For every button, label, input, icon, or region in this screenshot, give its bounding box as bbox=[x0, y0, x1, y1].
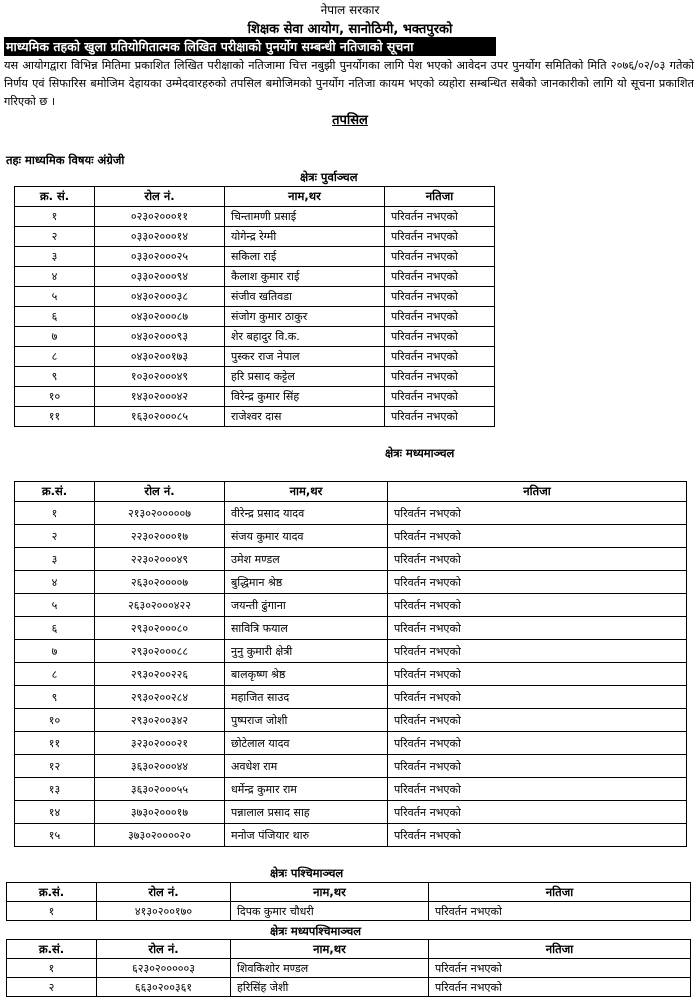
result-cell: परिवर्तन नभएको bbox=[385, 387, 495, 407]
result-cell: परिवर्तन नभएको bbox=[385, 367, 495, 387]
table-row bbox=[7, 902, 691, 921]
result-cell: परिवर्तन नभएको bbox=[388, 755, 687, 778]
name-cell: राजेश्वर दास bbox=[225, 407, 385, 427]
name-cell: चिन्तामणी प्रसाई bbox=[225, 207, 385, 227]
name-cell: जयन्ती ढुंगाना bbox=[225, 594, 388, 617]
table-row bbox=[15, 502, 687, 525]
serial-cell: ३ bbox=[15, 247, 95, 267]
table-row bbox=[15, 347, 495, 367]
table-row bbox=[15, 594, 687, 617]
result-cell: परिवर्तन नभएको bbox=[388, 686, 687, 709]
roll-number-cell: ६६३०२००३६१ bbox=[97, 978, 231, 997]
name-cell: अवधेश राम bbox=[225, 755, 388, 778]
roll-number-cell: ०३३०२०००९४ bbox=[95, 267, 225, 287]
name-cell: पन्नालाल प्रसाद साह bbox=[225, 801, 388, 824]
roll-number-cell: २९३०२००२२६ bbox=[95, 663, 225, 686]
serial-cell: ८ bbox=[15, 347, 95, 367]
roll-number-cell: ३७३०२०००१७ bbox=[95, 801, 225, 824]
serial-cell: ८ bbox=[15, 663, 95, 686]
table-row bbox=[15, 663, 687, 686]
table-row bbox=[15, 207, 495, 227]
roll-number-cell: ०३३०२०००२५ bbox=[95, 247, 225, 267]
results-table-eastern bbox=[14, 186, 495, 427]
details-heading: तपसिल bbox=[332, 113, 368, 128]
table-row bbox=[15, 709, 687, 732]
roll-number-cell: ६२३०२०००००३ bbox=[97, 959, 231, 978]
result-cell: परिवर्तन नभएको bbox=[388, 525, 687, 548]
name-cell: हरि प्रसाद कट्टेल bbox=[225, 367, 385, 387]
result-cell: परिवर्तन नभएको bbox=[385, 307, 495, 327]
results-table-midwestern bbox=[6, 939, 691, 997]
result-cell: परिवर्तन नभएको bbox=[388, 617, 687, 640]
roll-number-cell: ०४३०२०००९३ bbox=[95, 327, 225, 347]
result-cell: परिवर्तन नभएको bbox=[429, 978, 691, 997]
table-row bbox=[15, 387, 495, 407]
roll-number-cell: २१३०२०००००७ bbox=[95, 502, 225, 525]
roll-number-cell: ०४३०२०००३८ bbox=[95, 287, 225, 307]
name-cell: सकिला राई bbox=[225, 247, 385, 267]
serial-cell: ७ bbox=[15, 327, 95, 347]
roll-number-cell: २२३०२०००१७ bbox=[95, 525, 225, 548]
name-cell: शेर बहादुर वि.क. bbox=[225, 327, 385, 347]
serial-cell: ६ bbox=[15, 307, 95, 327]
table-row bbox=[15, 327, 495, 347]
roll-number-cell: २२३०२०००४९ bbox=[95, 548, 225, 571]
table-header-row bbox=[7, 883, 691, 902]
name-cell: शिवकिशोर मण्डल bbox=[231, 959, 429, 978]
table-row bbox=[15, 755, 687, 778]
name-cell: हरिसिंह जेशी bbox=[231, 978, 429, 997]
region-label-western: क्षेत्रः पश्चिमाञ्चल bbox=[270, 866, 344, 880]
table-row bbox=[15, 778, 687, 801]
serial-cell: ४ bbox=[15, 571, 95, 594]
result-cell: परिवर्तन नभएको bbox=[385, 207, 495, 227]
col-header-name: नाम,थर bbox=[231, 940, 429, 959]
roll-number-cell: २९३०२००३४२ bbox=[95, 709, 225, 732]
serial-cell: १३ bbox=[15, 778, 95, 801]
col-header-sn: क्र.सं. bbox=[7, 940, 97, 959]
notice-banner: माध्यमिक तहको खुला प्रतियोगितात्मक लिखित परीक्षाको पुनर्योग सम्बन्धी नतिजाको सूचना bbox=[4, 37, 496, 56]
level-subject-line: तहः माध्यमिक विषयः अंग्रेजी bbox=[6, 153, 125, 167]
serial-cell: २ bbox=[7, 978, 97, 997]
table-header-row bbox=[15, 482, 687, 502]
name-cell: मनोज पंजियार थारु bbox=[225, 824, 388, 847]
result-cell: परिवर्तन नभएको bbox=[385, 247, 495, 267]
serial-cell: १० bbox=[15, 387, 95, 407]
table-row bbox=[15, 407, 495, 427]
table-row bbox=[15, 525, 687, 548]
serial-cell: १५ bbox=[15, 824, 95, 847]
name-cell: महाजित साउद bbox=[225, 686, 388, 709]
roll-number-cell: ३६३०२०००५५ bbox=[95, 778, 225, 801]
roll-number-cell: २९३०२००२८४ bbox=[95, 686, 225, 709]
serial-cell: ६ bbox=[15, 617, 95, 640]
region-label-central: क्षेत्रः मध्यमाञ्चल bbox=[385, 446, 455, 460]
name-cell: संजीव खतिवडा bbox=[225, 287, 385, 307]
serial-cell: ७ bbox=[15, 640, 95, 663]
table-row bbox=[15, 686, 687, 709]
table-row bbox=[15, 307, 495, 327]
roll-number-cell: ३२३०२०००२१ bbox=[95, 732, 225, 755]
roll-number-cell: ४१३०२००१७० bbox=[97, 902, 231, 921]
name-cell: उमेश मण्डल bbox=[225, 548, 388, 571]
table-row bbox=[15, 617, 687, 640]
roll-number-cell: २९३०२०००८८ bbox=[95, 640, 225, 663]
table-row bbox=[7, 959, 691, 978]
result-cell: परिवर्तन नभएको bbox=[388, 640, 687, 663]
table-row bbox=[15, 287, 495, 307]
table-row bbox=[15, 801, 687, 824]
serial-cell: १ bbox=[7, 902, 97, 921]
table-header-row bbox=[15, 187, 495, 207]
name-cell: सावित्रि फयाल bbox=[225, 617, 388, 640]
table-row bbox=[15, 571, 687, 594]
region-label-eastern: क्षेत्रः पुर्वाञ्चल bbox=[300, 170, 358, 184]
notice-paragraph: यस आयोगद्वारा विभिन्न मितिमा प्रकाशित लिखित परीक्षाको नतिजामा चित्त नबुझी पुनर्योगका लागि पेश भएको आवेदन उपर पुनर्योग समितिको मिति २०७६/०२/०३ गतेको निर्णय एवं सिफारिस बमोजिम देहायका उम्मेदवारहरुको तपसिल बमोजिमको पुनर्योग नतिजा कायम भएको व्यहोरा सम्बन्धित सबैको जानकारीको लागि यो सूचना प्रकाशित गरिएको छ । bbox=[4, 59, 694, 108]
roll-number-cell: ०४३०२०००८७ bbox=[95, 307, 225, 327]
organization-title: शिक्षक सेवा आयोग, सानोठिमी, भक्तपुरको bbox=[247, 22, 453, 37]
serial-cell: ३ bbox=[15, 548, 95, 571]
name-cell: वीरेन्द्र प्रसाद यादव bbox=[225, 502, 388, 525]
roll-number-cell: २६३०२०००४२२ bbox=[95, 594, 225, 617]
name-cell: छोटेलाल यादव bbox=[225, 732, 388, 755]
roll-number-cell: २९३०२०००८० bbox=[95, 617, 225, 640]
col-header-name: नाम,थर bbox=[225, 482, 388, 502]
col-header-sn: क्र.सं. bbox=[15, 482, 95, 502]
col-header-name: नाम,थर bbox=[225, 187, 385, 207]
serial-cell: ९ bbox=[15, 367, 95, 387]
government-title: नेपाल सरकार bbox=[320, 3, 380, 17]
result-cell: परिवर्तन नभएको bbox=[388, 571, 687, 594]
col-header-result: नतिजा bbox=[429, 940, 691, 959]
col-header-roll: रोल नं. bbox=[97, 940, 231, 959]
name-cell: विरेन्द्र कुमार सिंह bbox=[225, 387, 385, 407]
col-header-roll: रोल नं. bbox=[97, 883, 231, 902]
roll-number-cell: ०४३०२००१७३ bbox=[95, 347, 225, 367]
serial-cell: ११ bbox=[15, 407, 95, 427]
name-cell: धर्मेन्द्र कुमार राम bbox=[225, 778, 388, 801]
serial-cell: १ bbox=[15, 207, 95, 227]
results-table-western bbox=[6, 882, 691, 921]
name-cell: योगेन्द्र रेग्मी bbox=[225, 227, 385, 247]
serial-cell: २ bbox=[15, 525, 95, 548]
table-row bbox=[15, 824, 687, 847]
result-cell: परिवर्तन नभएको bbox=[388, 824, 687, 847]
serial-cell: १० bbox=[15, 709, 95, 732]
serial-cell: २ bbox=[15, 227, 95, 247]
col-header-result: नतिजा bbox=[388, 482, 687, 502]
serial-cell: ५ bbox=[15, 594, 95, 617]
table-row bbox=[15, 732, 687, 755]
result-cell: परिवर्तन नभएको bbox=[429, 959, 691, 978]
roll-number-cell: १४३०२०००४२ bbox=[95, 387, 225, 407]
result-cell: परिवर्तन नभएको bbox=[388, 548, 687, 571]
name-cell: कैलाश कुमार राई bbox=[225, 267, 385, 287]
result-cell: परिवर्तन नभएको bbox=[385, 267, 495, 287]
result-cell: परिवर्तन नभएको bbox=[388, 663, 687, 686]
result-cell: परिवर्तन नभएको bbox=[385, 227, 495, 247]
result-cell: परिवर्तन नभएको bbox=[388, 502, 687, 525]
roll-number-cell: ३७३०२००००२० bbox=[95, 824, 225, 847]
region-label-midwestern: क्षेत्रः मध्यपश्चिमाञ्चल bbox=[270, 924, 362, 938]
roll-number-cell: १०३०२०००४९ bbox=[95, 367, 225, 387]
col-header-name: नाम,थर bbox=[231, 883, 429, 902]
name-cell: बालकृष्ण श्रेष्ठ bbox=[225, 663, 388, 686]
roll-number-cell: ३६३०२०००४४ bbox=[95, 755, 225, 778]
table-row bbox=[15, 548, 687, 571]
table-row bbox=[15, 640, 687, 663]
result-cell: परिवर्तन नभएको bbox=[388, 709, 687, 732]
table-row bbox=[15, 267, 495, 287]
serial-cell: १ bbox=[7, 959, 97, 978]
table-row bbox=[15, 367, 495, 387]
result-cell: परिवर्तन नभएको bbox=[385, 407, 495, 427]
name-cell: नुनु कुमारी क्षेत्री bbox=[225, 640, 388, 663]
serial-cell: १२ bbox=[15, 755, 95, 778]
name-cell: दिपक कुमार चौधरी bbox=[231, 902, 429, 921]
col-header-sn: क्र. सं. bbox=[15, 187, 95, 207]
name-cell: संजय कुमार यादव bbox=[225, 525, 388, 548]
table-row bbox=[7, 978, 691, 997]
results-table-central bbox=[14, 481, 687, 847]
table-row bbox=[15, 227, 495, 247]
col-header-sn: क्र.सं. bbox=[7, 883, 97, 902]
roll-number-cell: ०३३०२०००१४ bbox=[95, 227, 225, 247]
result-cell: परिवर्तन नभएको bbox=[429, 902, 691, 921]
col-header-result: नतिजा bbox=[429, 883, 691, 902]
name-cell: संजोग कुमार ठाकुर bbox=[225, 307, 385, 327]
roll-number-cell: ०२३०२०००११ bbox=[95, 207, 225, 227]
result-cell: परिवर्तन नभएको bbox=[385, 287, 495, 307]
col-header-roll: रोल नं. bbox=[95, 187, 225, 207]
result-cell: परिवर्तन नभएको bbox=[388, 801, 687, 824]
serial-cell: ११ bbox=[15, 732, 95, 755]
name-cell: पुस्कर राज नेपाल bbox=[225, 347, 385, 367]
name-cell: पुष्पराज जोशी bbox=[225, 709, 388, 732]
result-cell: परिवर्तन नभएको bbox=[388, 778, 687, 801]
table-header-row bbox=[7, 940, 691, 959]
roll-number-cell: २६३०२००००७ bbox=[95, 571, 225, 594]
serial-cell: ४ bbox=[15, 267, 95, 287]
col-header-roll: रोल नं. bbox=[95, 482, 225, 502]
serial-cell: १ bbox=[15, 502, 95, 525]
col-header-result: नतिजा bbox=[385, 187, 495, 207]
serial-cell: १४ bbox=[15, 801, 95, 824]
result-cell: परिवर्तन नभएको bbox=[388, 732, 687, 755]
name-cell: बुद्धिमान श्रेष्ठ bbox=[225, 571, 388, 594]
serial-cell: ५ bbox=[15, 287, 95, 307]
roll-number-cell: १६३०२०००८५ bbox=[95, 407, 225, 427]
table-row bbox=[15, 247, 495, 267]
result-cell: परिवर्तन नभएको bbox=[385, 347, 495, 367]
result-cell: परिवर्तन नभएको bbox=[385, 327, 495, 347]
result-cell: परिवर्तन नभएको bbox=[388, 594, 687, 617]
serial-cell: ९ bbox=[15, 686, 95, 709]
